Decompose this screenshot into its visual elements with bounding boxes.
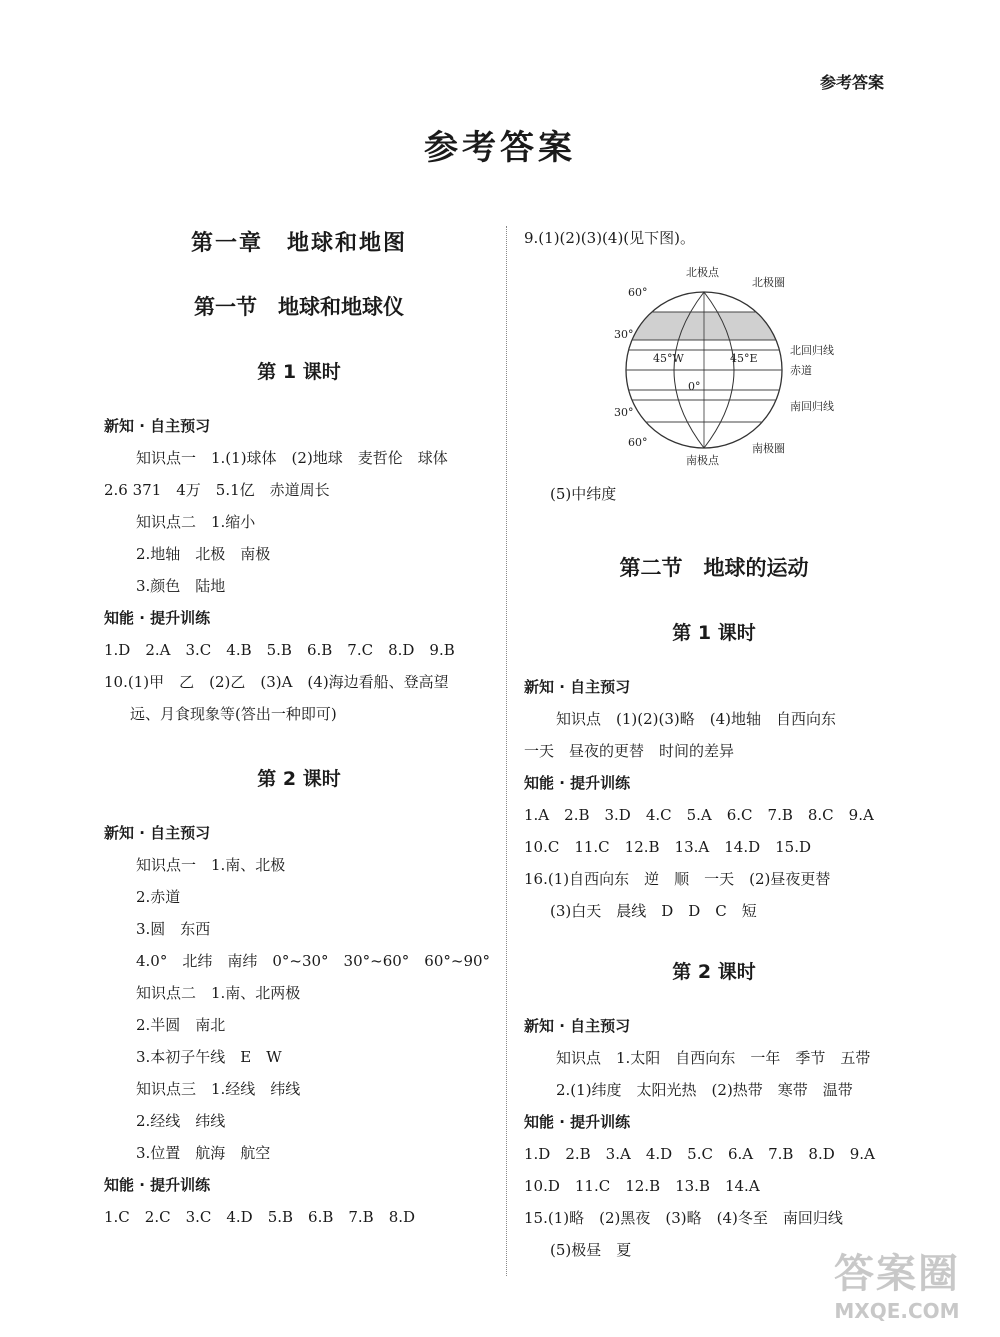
training-label: 知能 · 提升训练 [524, 1113, 631, 1131]
globe-figure [524, 262, 904, 472]
answer-line: 15.(1)略 (2)黑夜 (3)略 (4)冬至 南回归线 [524, 1209, 843, 1227]
label-lat60n: 60° [628, 286, 648, 299]
answer-line: 1.A 2.B 3.D 4.C 5.A 6.C 7.B 8.C 9.A [524, 806, 874, 824]
answer-line: 3.颜色 陆地 [136, 577, 226, 595]
answer-line: 4.0° 北纬 南纬 0°~30° 30°~60° 60°~90° [136, 952, 491, 970]
chapter-title: 第一章 地球和地图 [190, 230, 407, 256]
section-title: 第二节 地球的运动 [619, 556, 809, 580]
label-tropic-capricorn: 南回归线 [790, 400, 834, 413]
answer-line: (3)白天 晨线 D D C 短 [550, 902, 757, 920]
label-arctic-circle: 北极圈 [752, 276, 785, 289]
label-tropic-cancer: 北回归线 [790, 344, 834, 357]
globe-diagram [604, 262, 844, 472]
answer-line: 3.本初子午线 E W [136, 1048, 282, 1066]
answer-line: 1.C 2.C 3.C 4.D 5.B 6.B 7.B 8.D [104, 1208, 416, 1226]
answer-line: 1.D 2.A 3.C 4.B 5.B 6.B 7.C 8.D 9.B [104, 641, 455, 659]
preview-label: 新知 · 自主预习 [104, 417, 211, 435]
label-lat30n: 30° [614, 328, 634, 341]
label-lon45w: 45°W [653, 352, 684, 365]
answer-line: 16.(1)自西向东 逆 顺 一天 (2)昼夜更替 [524, 870, 831, 888]
preview-label: 新知 · 自主预习 [524, 1017, 631, 1035]
preview-label: 新知 · 自主预习 [104, 824, 211, 842]
answer-line: 2.经线 纬线 [136, 1112, 226, 1130]
answer-line: 2.(1)纬度 太阳光热 (2)热带 寒带 温带 [556, 1081, 853, 1099]
running-head: 参考答案 [819, 73, 884, 92]
watermark [812, 1242, 982, 1323]
column-divider [506, 226, 507, 1276]
section-title: 第一节 地球和地球仪 [194, 295, 404, 319]
page-title: 参考答案 [424, 128, 576, 168]
label-lon45e: 45°E [730, 352, 758, 365]
label-antarctic-circle: 南极圈 [752, 442, 785, 455]
watermark-logo: 答案圈 [834, 1251, 960, 1297]
right-column [524, 222, 904, 1266]
answer-line: 一天 昼夜的更替 时间的差异 [524, 742, 735, 760]
label-equator: 赤道 [790, 364, 812, 377]
answer-line: 1.D 2.B 3.A 4.D 5.C 6.A 7.B 8.D 9.A [524, 1145, 875, 1163]
answer-line: 3.位置 航海 航空 [136, 1144, 271, 1162]
answer-line: 知识点一 1.南、北极 [136, 856, 286, 874]
answer-line: 远、月食现象等(答出一种即可) [130, 705, 337, 723]
lesson-title: 第 1 课时 [672, 622, 756, 644]
answer-line: 知识点一 1.(1)球体 (2)地球 麦哲伦 球体 [136, 449, 448, 467]
watermark-url: MXQE.COM [834, 1299, 960, 1323]
answer-line: 知识点 (1)(2)(3)略 (4)地轴 自西向东 [556, 710, 836, 728]
answer-line: 2.半圆 南北 [136, 1016, 226, 1034]
lesson-title: 第 2 课时 [257, 768, 341, 790]
left-column [104, 222, 494, 1233]
label-lat30s: 30° [614, 406, 634, 419]
answer-line: (5)极昼 夏 [550, 1241, 632, 1259]
answer-line: 2.地轴 北极 南极 [136, 545, 271, 563]
lesson-title: 第 2 课时 [672, 961, 756, 983]
training-label: 知能 · 提升训练 [104, 1176, 211, 1194]
answer-line: 10.(1)甲 乙 (2)乙 (3)A (4)海边看船、登高望 [104, 673, 449, 691]
training-label: 知能 · 提升训练 [524, 774, 631, 792]
answer-line: (5)中纬度 [550, 485, 617, 503]
answer-line: 10.C 11.C 12.B 13.A 14.D 15.D [524, 838, 811, 856]
answer-line: 9.(1)(2)(3)(4)(见下图)。 [524, 229, 696, 247]
label-lat60s: 60° [628, 436, 648, 449]
answer-line: 3.圆 东西 [136, 920, 211, 938]
preview-label: 新知 · 自主预习 [524, 678, 631, 696]
answer-line: 2.赤道 [136, 888, 181, 906]
answer-line: 知识点二 1.缩小 [136, 513, 256, 531]
answer-line: 10.D 11.C 12.B 13.B 14.A [524, 1177, 760, 1195]
label-lon0: 0° [688, 380, 701, 393]
answer-line: 2.6 371 4万 5.1亿 赤道周长 [104, 481, 330, 499]
lesson-title: 第 1 课时 [257, 361, 341, 383]
label-north-pole: 北极点 [686, 266, 719, 279]
label-south-pole: 南极点 [686, 454, 719, 467]
answer-line: 知识点二 1.南、北两极 [136, 984, 301, 1002]
answer-line: 知识点三 1.经线 纬线 [136, 1080, 301, 1098]
training-label: 知能 · 提升训练 [104, 609, 211, 627]
answer-line: 知识点 1.太阳 自西向东 一年 季节 五带 [556, 1049, 871, 1067]
